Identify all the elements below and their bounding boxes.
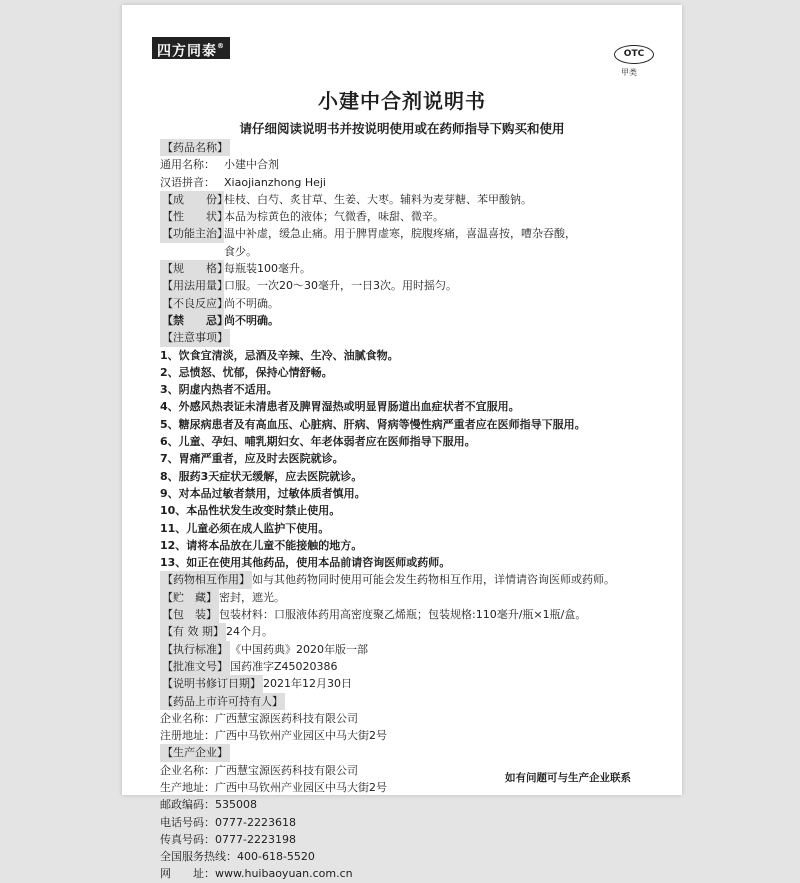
phone-label: 电话号码： bbox=[160, 815, 215, 829]
hotline-value: 400-618-5520 bbox=[237, 850, 315, 864]
manufacturer-header: 【生产企业】 bbox=[160, 744, 230, 761]
common-name-value: 小建中合剂 bbox=[224, 158, 279, 172]
indications-value-cont: 食少。 bbox=[224, 244, 257, 258]
precautions-header: 【注意事项】 bbox=[160, 329, 230, 346]
usage-label: 【用法用量】 bbox=[160, 277, 224, 294]
precaution-item: 9、对本品过敏者禁用，过敏体质者慎用。 bbox=[160, 486, 366, 500]
fax-label: 传真号码： bbox=[160, 832, 215, 846]
otc-category: 甲类 bbox=[621, 68, 637, 77]
holder-header: 【药品上市许可持有人】 bbox=[160, 693, 285, 710]
precaution-item: 7、胃痛严重者，应及时去医院就诊。 bbox=[160, 452, 344, 466]
precaution-item: 12、请将本品放在儿童不能接触的地方。 bbox=[160, 538, 363, 552]
storage-value: 密封，遮光。 bbox=[219, 590, 285, 604]
storage-label: 【贮 藏】 bbox=[160, 589, 219, 606]
validity-label: 【有 效 期】 bbox=[160, 623, 226, 640]
adverse-value: 尚不明确。 bbox=[224, 296, 279, 310]
pinyin-value: Xiaojianzhong Heji bbox=[224, 175, 326, 189]
pinyin-label: 汉语拼音： bbox=[160, 175, 215, 189]
precaution-item: 2、忌愤怒、忧郁，保持心情舒畅。 bbox=[160, 365, 333, 379]
postcode-label: 邮政编码： bbox=[160, 798, 215, 812]
precaution-item: 13、如正在使用其他药品，使用本品前请咨询医师或药师。 bbox=[160, 556, 451, 570]
mfr-address-value: 广西中马钦州产业园区中马大街2号 bbox=[215, 780, 387, 794]
common-name-label: 通用名称： bbox=[160, 158, 215, 172]
spec-label: 【规 格】 bbox=[160, 260, 224, 277]
document-title: 小建中合剂说明书 bbox=[318, 89, 486, 113]
contraindications-value: 尚不明确。 bbox=[224, 313, 279, 327]
precaution-item: 5、糖尿病患者及有高血压、心脏病、肝病、肾病等慢性病严重者应在医师指导下服用。 bbox=[160, 417, 586, 431]
holder-address-value: 广西中马钦州产业园区中马大街2号 bbox=[215, 729, 387, 743]
postcode-value: 535008 bbox=[215, 798, 257, 812]
interactions-value: 如与其他药物同时使用可能会发生药物相互作用，详情请咨询医师或药师。 bbox=[252, 573, 615, 587]
fax-value: 0777-2223198 bbox=[215, 832, 296, 846]
revision-value: 2021年12月30日 bbox=[263, 677, 352, 691]
contraindications-label: 【禁 忌】 bbox=[160, 312, 224, 329]
properties-value: 本品为棕黄色的液体；气微香，味甜、微辛。 bbox=[224, 210, 444, 224]
holder-address-label: 注册地址： bbox=[160, 729, 215, 743]
mfr-company-value: 广西慧宝源医药科技有限公司 bbox=[215, 763, 358, 777]
holder-company-value: 广西慧宝源医药科技有限公司 bbox=[215, 711, 358, 725]
interactions-label: 【药物相互作用】 bbox=[160, 571, 252, 588]
approval-value: 国药准字Z45020386 bbox=[230, 659, 338, 673]
properties-label: 【性 状】 bbox=[160, 208, 224, 225]
website-value: www.huibaoyuan.com.cn bbox=[215, 867, 353, 881]
spec-value: 每瓶装100毫升。 bbox=[224, 262, 311, 276]
hotline-label: 全国服务热线： bbox=[160, 850, 237, 864]
mfr-address-label: 生产地址： bbox=[160, 780, 215, 794]
packaging-label: 【包 装】 bbox=[160, 606, 219, 623]
adverse-label: 【不良反应】 bbox=[160, 295, 224, 312]
leaflet-paper bbox=[122, 5, 682, 881]
precaution-item: 3、阴虚内热者不适用。 bbox=[160, 383, 278, 397]
components-label: 【成 份】 bbox=[160, 191, 224, 208]
brand-logo: 四方同泰® bbox=[152, 37, 230, 59]
precaution-item: 1、饮食宜清淡，忌酒及辛辣、生冷、油腻食物。 bbox=[160, 348, 399, 362]
precaution-item: 11、儿童必须在成人监护下使用。 bbox=[160, 521, 330, 535]
footer-note: 如有问题可与生产企业联系 bbox=[505, 772, 631, 784]
approval-label: 【批准文号】 bbox=[160, 658, 230, 675]
usage-value: 口服。一次20～30毫升，一日3次。用时摇匀。 bbox=[224, 279, 457, 293]
precaution-item: 6、儿童、孕妇、哺乳期妇女、年老体弱者应在医师指导下服用。 bbox=[160, 435, 476, 449]
document-subtitle: 请仔细阅读说明书并按说明使用或在药师指导下购买和使用 bbox=[239, 121, 565, 136]
revision-label: 【说明书修订日期】 bbox=[160, 675, 263, 692]
components-value: 桂枝、白芍、炙甘草、生姜、大枣。辅料为麦芽糖、苯甲酸钠。 bbox=[224, 192, 532, 206]
validity-value: 24个月。 bbox=[226, 625, 273, 639]
indications-value: 温中补虚，缓急止痛。用于脾胃虚寒，脘腹疼痛，喜温喜按，嘈杂吞酸， bbox=[224, 227, 576, 241]
precaution-item: 10、本品性状发生改变时禁止使用。 bbox=[160, 504, 341, 518]
phone-value: 0777-2223618 bbox=[215, 815, 296, 829]
precaution-item: 4、外感风热表证未清患者及脾胃湿热或明显胃肠道出血症状者不宜服用。 bbox=[160, 400, 520, 414]
drug-name-header: 【药品名称】 bbox=[160, 139, 230, 156]
holder-company-label: 企业名称： bbox=[160, 711, 215, 725]
packaging-value: 包装材料：口服液体药用高密度聚乙烯瓶；包装规格:110毫升/瓶×1瓶/盒。 bbox=[219, 608, 587, 622]
indications-label: 【功能主治】 bbox=[160, 225, 224, 242]
mfr-company-label: 企业名称： bbox=[160, 763, 215, 777]
otc-badge: OTC bbox=[614, 45, 654, 64]
precaution-item: 8、服药3天症状无缓解，应去医院就诊。 bbox=[160, 469, 363, 483]
standard-value: 《中国药典》2020年版一部 bbox=[230, 642, 368, 656]
website-label: 网 址： bbox=[160, 867, 215, 881]
standard-label: 【执行标准】 bbox=[160, 641, 230, 658]
